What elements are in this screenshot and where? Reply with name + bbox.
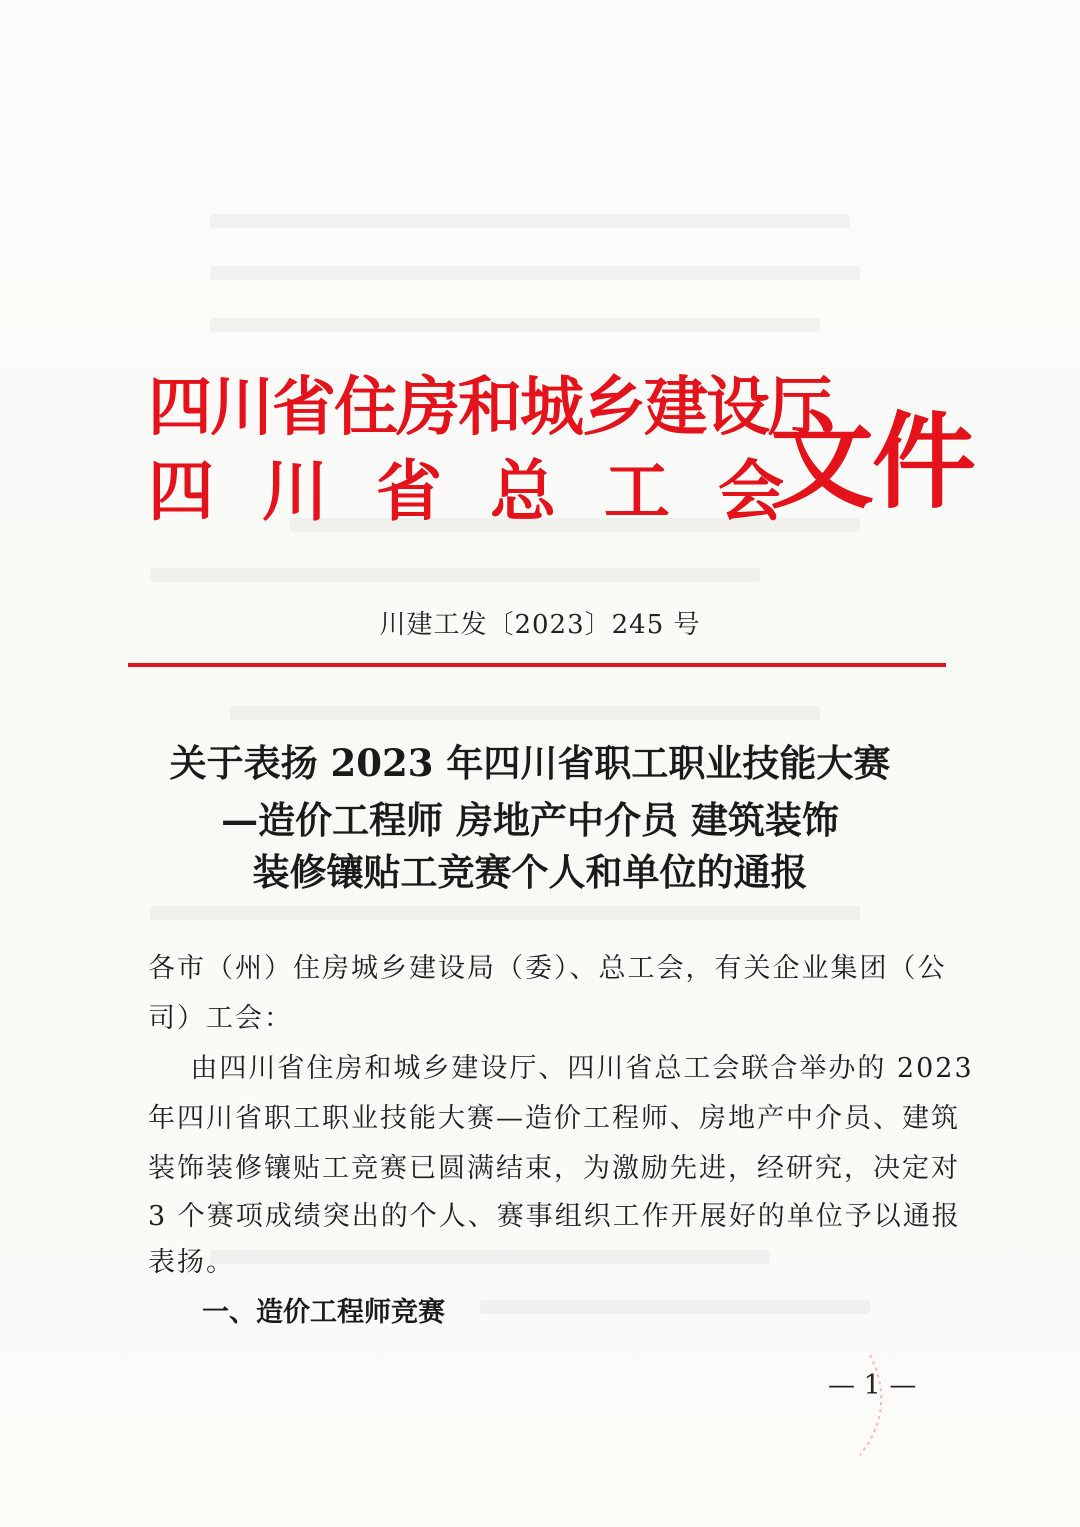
bleed-through-mark — [150, 906, 860, 920]
body-paragraph-line-2: 年四川省职工职业技能大赛—造价工程师、房地产中介员、建筑 — [148, 1103, 960, 1134]
body-paragraph-line-3: 装饰装修镶贴工竞赛已圆满结束，为激励先进，经研究，决定对 — [148, 1153, 960, 1184]
body-paragraph-line-1: 由四川省住房和城乡建设厅、四川省总工会联合举办的 2023 — [148, 1053, 974, 1084]
bleed-through-mark — [210, 266, 860, 280]
document-number: 川建工发〔2023〕245 号 — [379, 610, 701, 640]
seal-edge-mark — [800, 1350, 890, 1460]
title-line-3: 装修镶贴工竞赛个人和单位的通报 — [252, 850, 808, 894]
bleed-through-mark — [480, 1300, 870, 1314]
salutation-line-2: 司）工会： — [148, 1003, 293, 1034]
bleed-through-mark — [210, 214, 850, 228]
page-number: — 1 — — [828, 1370, 917, 1401]
body-paragraph-line-5: 表扬。 — [148, 1247, 235, 1278]
bleed-through-mark — [210, 318, 820, 332]
letterhead-org-line2: 四川省总工会 — [148, 452, 832, 530]
letterhead-org-line1: 四川省住房和城乡建设厅 — [148, 370, 830, 445]
letterhead-doc-type: 文件 — [770, 400, 975, 523]
bleed-through-mark — [230, 706, 820, 720]
red-separator-rule — [128, 663, 946, 667]
title-line-2: —造价工程师 房地产中介员 建筑装饰 — [221, 798, 839, 842]
body-paragraph-line-4: 3 个赛项成绩突出的个人、赛事组织工作开展好的单位予以通报 — [148, 1201, 961, 1232]
salutation-line-1: 各市（州）住房城乡建设局（委）、总工会，有关企业集团（公 — [148, 953, 947, 984]
bleed-through-mark — [150, 568, 760, 582]
section-heading-1: 一、造价工程师竞赛 — [202, 1297, 445, 1328]
title-line-1: 关于表扬 2023 年四川省职工职业技能大赛 — [169, 741, 891, 785]
